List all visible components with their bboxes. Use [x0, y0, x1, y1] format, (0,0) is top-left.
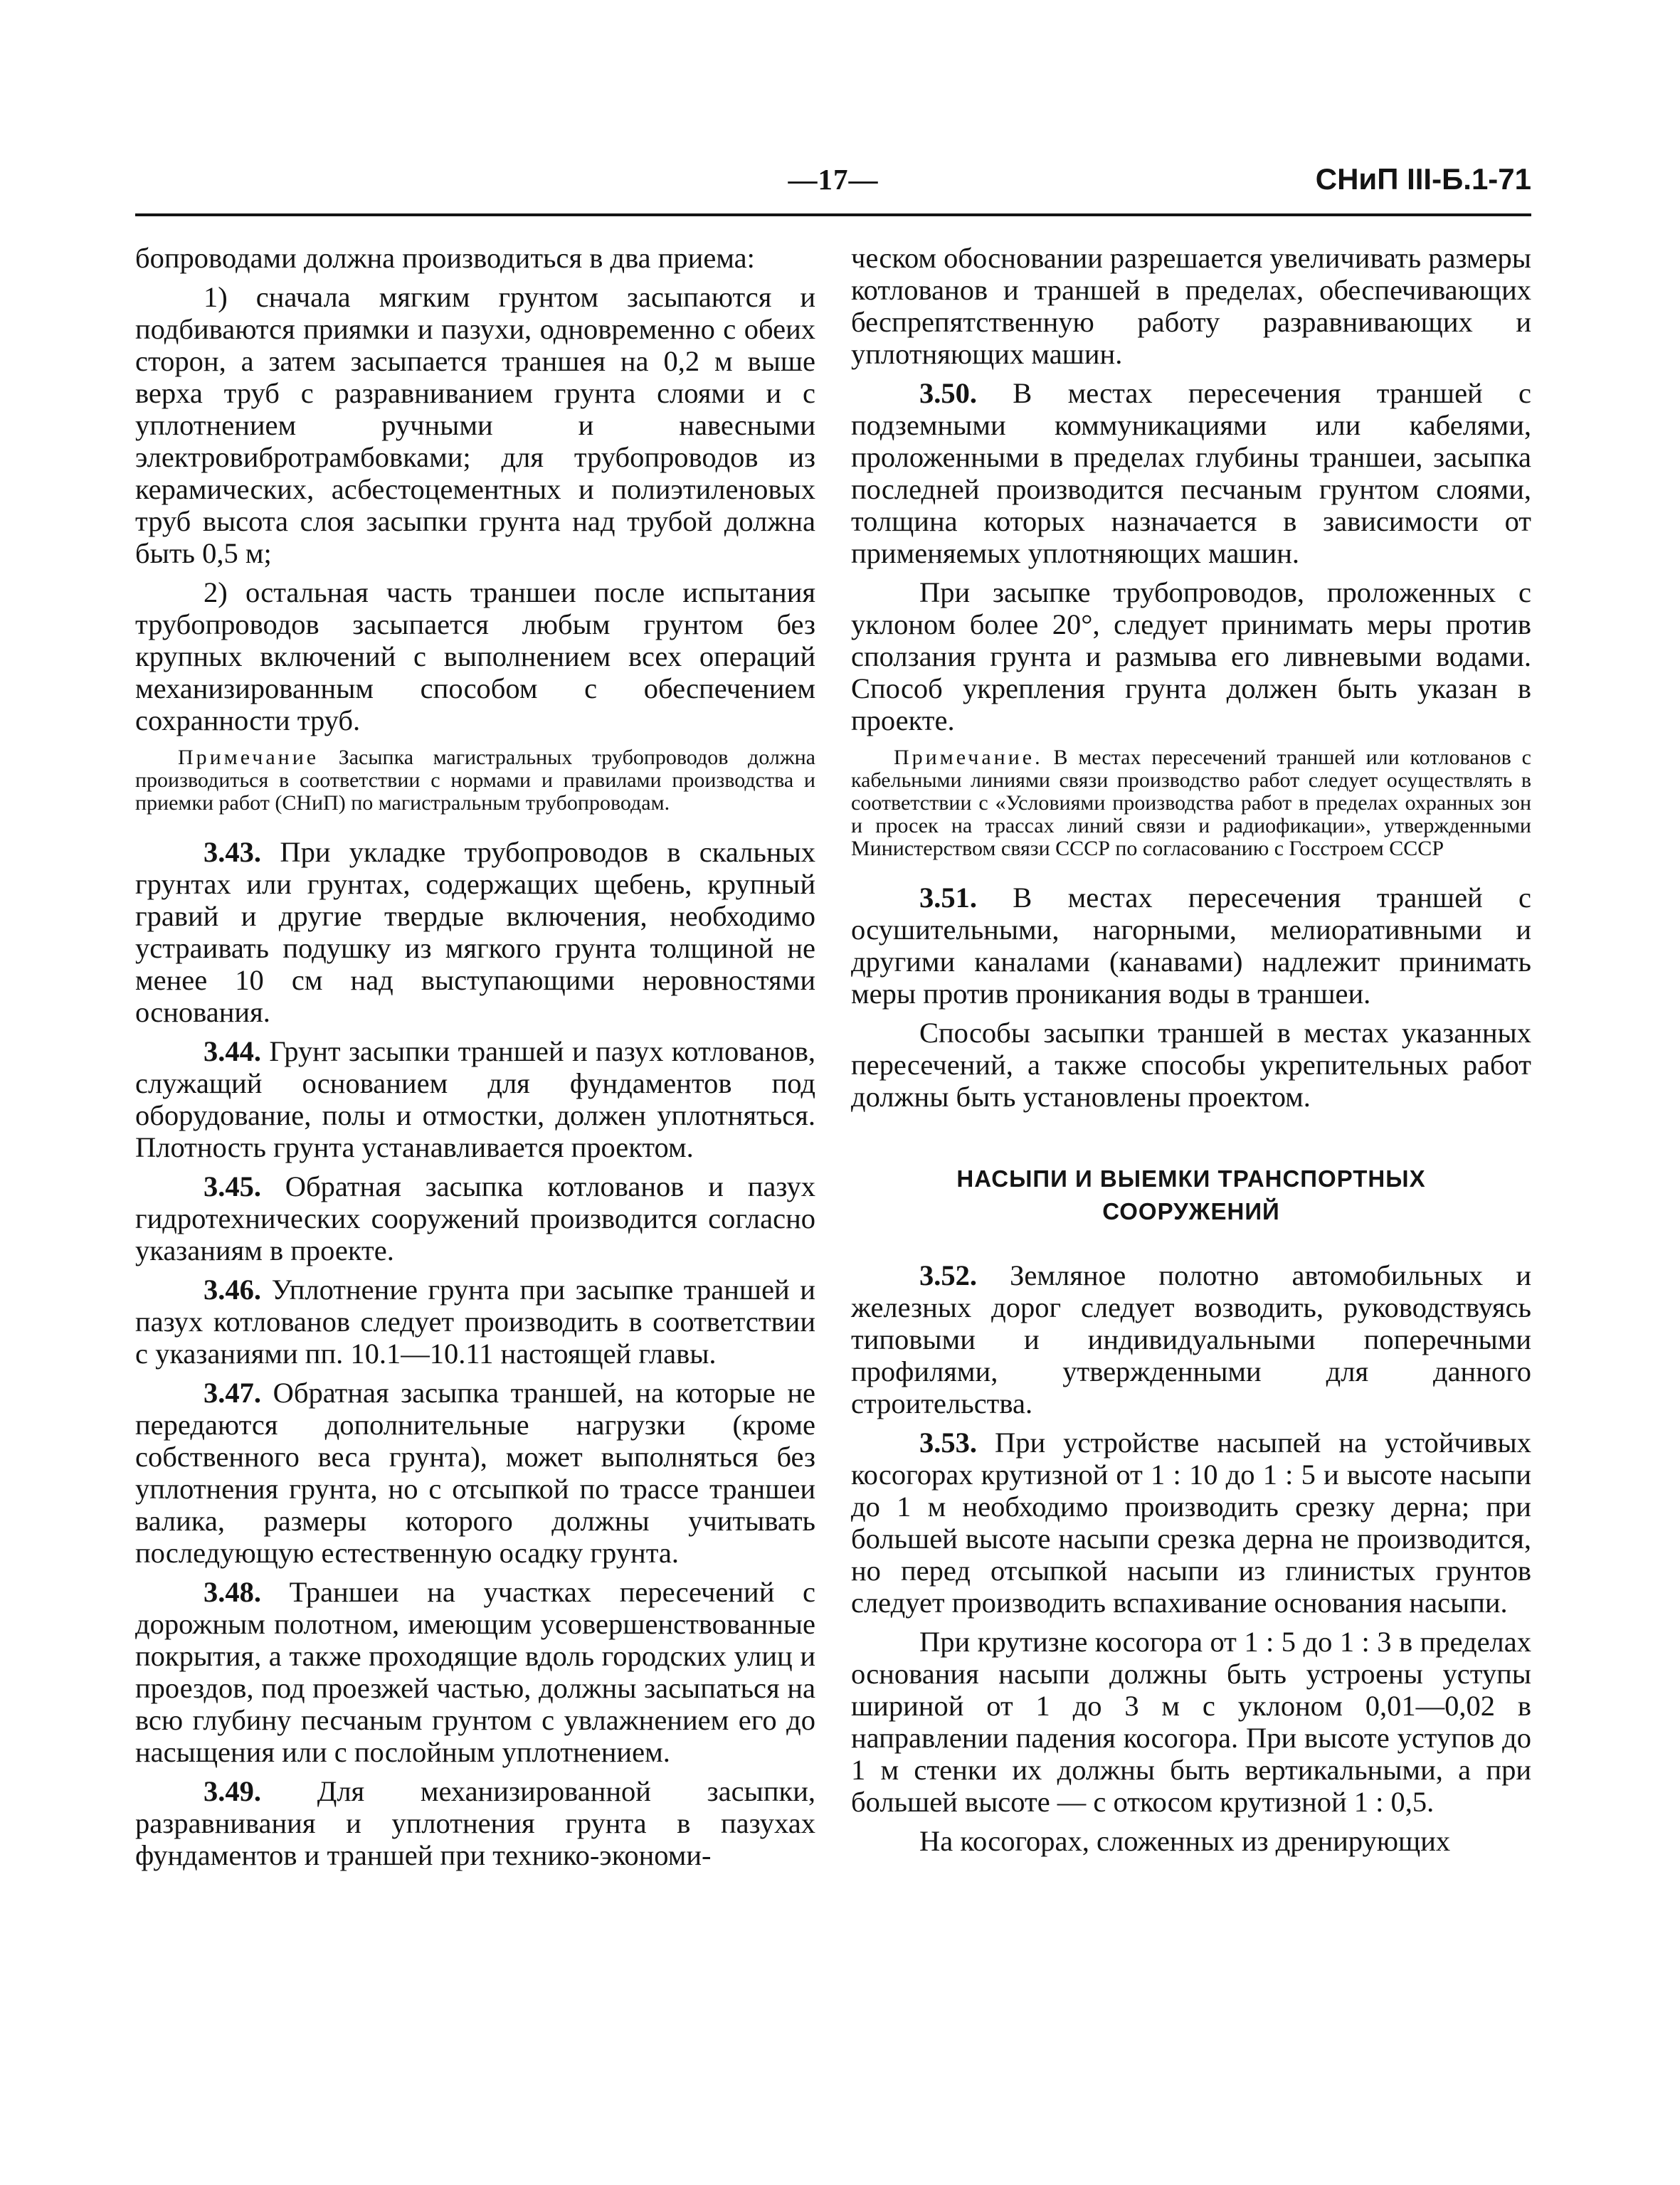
clause-text: При устройстве насыпей на устойчивых косогорах крутизной от 1 : 10 до 1 : 5 и высоте насыпи до 1 м необходимо производить срезку дерна; при большей высоте насыпи срезка дерна не производится, но перед отсыпкой насыпи из глинистых грунтов следует производить вспахивание основания насыпи. [851, 1427, 1531, 1619]
clause-number: 3.48. [204, 1576, 261, 1608]
clause-3-43 [135, 836, 815, 1028]
list-item-2: 2) остальная часть траншеи после испытания трубопроводов засыпается любым грунтом без крупных включений с выполнением всех операций механизированным способом с обеспечением сохранности труб. [135, 576, 815, 736]
clause-number: 3.49. [204, 1775, 261, 1807]
right-column [851, 242, 1531, 1864]
clause-3-45 [135, 1170, 815, 1266]
header-divider [135, 213, 1531, 216]
paragraph-continuation: ческом обосновании разрешается увеличивать размеры котлованов и траншей в пределах, обеспечивающих беспрепятственную работу разравнивающих и уплотняющих машин. [851, 242, 1531, 370]
clause-number: 3.44. [204, 1035, 261, 1067]
clause-3-46 [135, 1274, 815, 1370]
note-communication-lines [851, 746, 1531, 860]
page-header [135, 162, 1531, 205]
clause-3-48 [135, 1576, 815, 1768]
clause-number: 3.45. [204, 1170, 261, 1202]
section-heading [851, 1163, 1531, 1228]
paragraph-backfill-methods: Способы засыпки траншей в местах указанных пересечений, а также способы укрепительных работ должны быть установлены проектом. [851, 1017, 1531, 1113]
clause-3-47 [135, 1377, 815, 1569]
clause-number: 3.46. [204, 1274, 261, 1306]
clause-number: 3.51. [919, 882, 977, 914]
clause-3-50 [851, 377, 1531, 569]
left-column [135, 242, 815, 1878]
clause-3-51 [851, 882, 1531, 1010]
clause-number: 3.53. [919, 1427, 977, 1459]
paragraph-slope-steps: При крутизне косогора от 1 : 5 до 1 : 3 в пределах основания насыпи должны быть устроены уступы шириной от 1 до 3 м с уклоном 0,01—0,02 в направлении падения косогора. При высоте уступов до 1 м стенки их должны быть вертикальными, а при большей высоте — с откосом крутизной 1 : 0,5. [851, 1626, 1531, 1818]
paragraph-slope-pipelines: При засыпке трубопроводов, проложенных с уклоном более 20°, следует принимать меры против сползания грунта и размыва его ливневыми водами. Способ укрепления грунта должен быть указан в проекте. [851, 576, 1531, 736]
clause-3-53 [851, 1427, 1531, 1619]
note-label: Примечание. [894, 746, 1043, 769]
document-code: СНиП III-Б.1-71 [1315, 162, 1531, 196]
clause-3-44 [135, 1035, 815, 1163]
note-main-pipelines [135, 746, 815, 815]
clause-text: В местах пересечения траншей с подземными коммуникациями или кабелями, проложенными в пределах глубины траншеи, засыпка последней производится песчаным грунтом слоями, толщина которых назначается в зависимости от применяемых уплотняющих машин. [851, 377, 1531, 569]
clause-text: При укладке трубопроводов в скальных грунтах или грунтах, содержащих щебень, крупный гравий и другие твердые включения, необходимо устраивать подушку из мягкого грунта толщиной не менее 10 см над выступающими неровностями основания. [135, 836, 815, 1028]
clause-3-49 [135, 1775, 815, 1871]
note-label: Примечание [178, 746, 319, 769]
section-heading-line-1: НАСЫПИ И ВЫЕМКИ ТРАНСПОРТНЫХ [956, 1165, 1426, 1192]
clause-text: Грунт засыпки траншей и пазух котлованов, служащий основанием для фундаментов под оборудование, полы и отмостки, должен уплотняться. Плотность грунта устанавливается проектом. [135, 1035, 815, 1163]
list-item-1: 1) сначала мягким грунтом засыпаются и подбиваются приямки и пазухи, одновременно с обеих сторон, а затем засыпается траншея на 0,2 м выше верха труб с разравниванием грунта слоями и с уплотнением ручными и навесными электровибротрамбовками; для трубопроводов из керамических, асбестоцементных и полиэтиленовых труб высота слоя засыпки грунта над трубой должна быть 0,5 м; [135, 281, 815, 569]
clause-number: 3.52. [919, 1259, 977, 1291]
clause-text: Обратная засыпка траншей, на которые не передаются дополнительные нагрузки (кроме собственного веса грунта), может выполняться без уплотнения грунта, но с отсыпкой по трассе траншеи валика, размеры которого должны учитывать последующую естественную осадку грунта. [135, 1377, 815, 1569]
clause-text: Траншеи на участках пересечений с дорожным полотном, имеющим усовершенствованные покрытия, а также проходящие вдоль городских улиц и проездов, под проезжей частью, должны засыпаться на всю глубину песчаным грунтом с увлажнением его до насыщения или с послойным уплотнением. [135, 1576, 815, 1768]
section-heading-line-2: СООРУЖЕНИЙ [1102, 1198, 1280, 1224]
page-number: —17— [788, 163, 879, 196]
note-text: Засыпка магистральных трубопроводов должна производиться в соответствии с нормами и правилами производства и приемки работ (СНиП) по магистральным трубопроводам. [135, 746, 815, 815]
clause-text: Обратная засыпка котлованов и пазух гидротехнических сооружений производится согласно указаниям в проекте. [135, 1170, 815, 1266]
clause-text: Земляное полотно автомобильных и железных дорог следует возводить, руководствуясь типовыми и индивидуальными поперечными профилями, утвержденными для данного строительства. [851, 1259, 1531, 1419]
paragraph-continuation: бопроводами должна производиться в два приема: [135, 242, 755, 274]
clause-number: 3.47. [204, 1377, 261, 1409]
paragraph-draining-slopes: На косогорах, сложенных из дренирующих [919, 1825, 1451, 1857]
clause-text: Для механизированной засыпки, разравнивания и уплотнения грунта в пазухах фундаментов и траншей при технико-экономи- [135, 1775, 815, 1871]
clause-text: Уплотнение грунта при засыпке траншей и пазух котлованов следует производить в соответствии с указаниями пп. 10.1—10.11 настоящей главы. [135, 1274, 815, 1370]
clause-text: В местах пересечения траншей с осушительными, нагорными, мелиоративными и другими каналами (канавами) надлежит принимать меры против проникания воды в траншеи. [851, 882, 1531, 1010]
clause-number: 3.43. [204, 836, 261, 868]
clause-number: 3.50. [919, 377, 977, 409]
note-text: В местах пересечений траншей или котлованов с кабельными линиями связи производство работ следует осуществлять в соответствии с «Условиями производства работ в пределах охранных зон и просек на трассах линий связи и радиофикации», утвержденными Министерством связи СССР по согласованию с Госстроем СССР [851, 746, 1531, 860]
clause-3-52 [851, 1259, 1531, 1419]
